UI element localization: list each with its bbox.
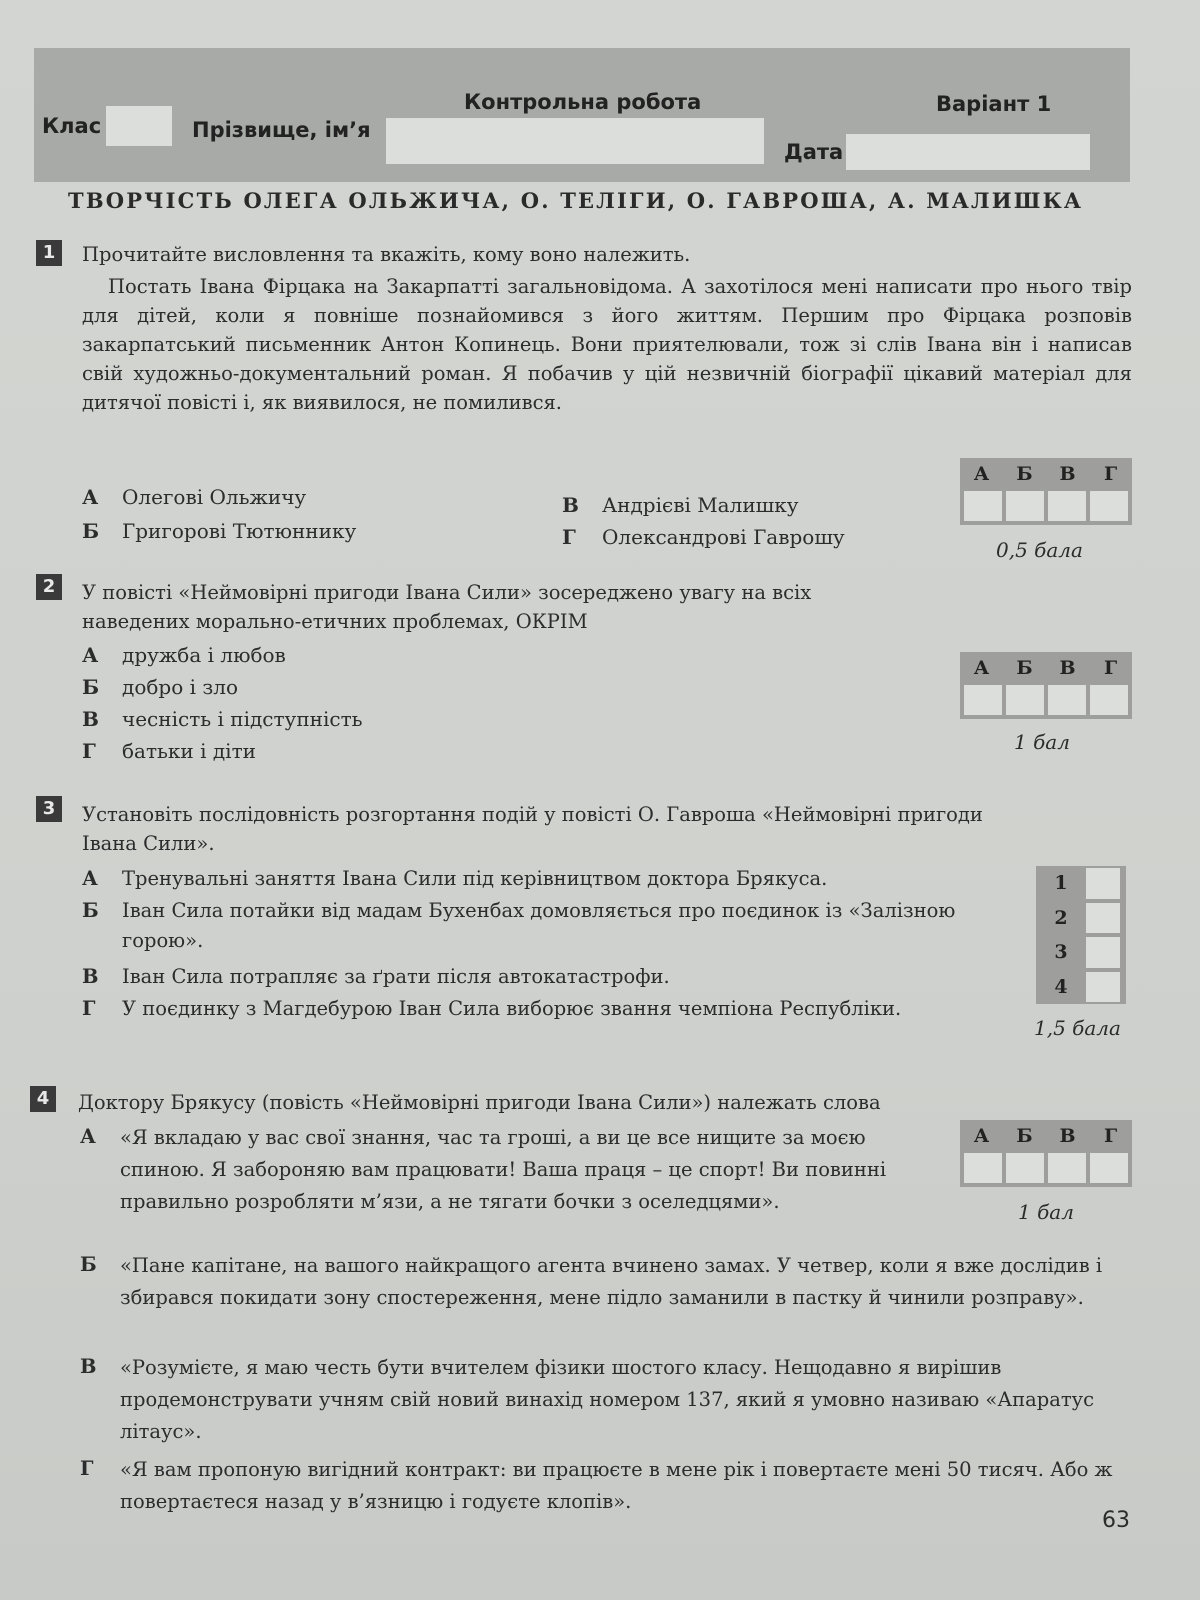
q3-option-a[interactable]: А Тренувальні заняття Івана Сили під керівництвом доктора Брякуса. bbox=[82, 867, 828, 890]
quote-text: Постать Івана Фірцака на Закарпатті загальновідома. А захотілося мені написати про нього твір для дітей, коли я повніше познайомився з його життям. Першим про Фірцака розповів закарпатський письменник Антон Копинець. Вони приятелювали, тож зі слів Івана він і написав свій художньо-документальний роман. Я побачив у цій незвичній біографії цікавий матеріал для дитячої повісті і, як виявилося, не помилився. bbox=[82, 275, 1132, 414]
answer-cell[interactable] bbox=[1048, 1153, 1086, 1183]
answer-cell[interactable] bbox=[964, 1153, 1002, 1183]
q3-score: 1,5 бала bbox=[1034, 1016, 1121, 1040]
q2-option-d[interactable]: Г батьки і діти bbox=[82, 739, 256, 763]
q4-option-a[interactable]: А «Я вкладаю у вас свої знання, час та гроші, а ви це все нищите за моєю спиною. Я забороняю вам працювати! Ваша праця – це спорт! Ви повинні правильно розробляти м’язи, а не тягати бочки з оселедцями». bbox=[80, 1125, 887, 1213]
class-label: Клас bbox=[42, 114, 102, 138]
question-3-prompt-line2: Івана Сили». bbox=[82, 832, 215, 855]
sequence-cell[interactable] bbox=[1086, 972, 1120, 1003]
q3-option-c[interactable]: В Іван Сила потрапляє за ґрати після автокатастрофи. bbox=[82, 965, 670, 988]
q4-option-d[interactable]: Г «Я вам пропоную вигідний контракт: ви працюєте в мене рік і повертаєте мені 50 тисяч. Або ж повертаєтеся назад у в’язницю і годуєте клопів». bbox=[80, 1457, 1113, 1513]
question-3-prompt-line1: Установіть послідовність розгортання подій у повісті О. Гавроша «Неймовірні пригоди bbox=[82, 803, 983, 826]
q2-answer-grid: А Б В Г bbox=[960, 652, 1132, 719]
answer-cell[interactable] bbox=[1090, 1153, 1128, 1183]
name-field[interactable] bbox=[386, 118, 764, 164]
answer-cell[interactable] bbox=[1006, 685, 1044, 715]
q1-option-c[interactable]: В Андрієві Малишку bbox=[562, 493, 799, 517]
question-number-2: 2 bbox=[36, 574, 62, 600]
sequence-cell[interactable] bbox=[1086, 937, 1120, 968]
question-2-prompt-line1: У повісті «Неймовірні пригоди Івана Сили» зосереджено увагу на всіх bbox=[82, 581, 812, 604]
page-number: 63 bbox=[1102, 1508, 1130, 1533]
q1-score: 0,5 бала bbox=[996, 538, 1083, 562]
q4-option-b[interactable]: Б «Пане капітане, на вашого найкращого агента вчинено замах. У четвер, коли я вже дослідив і збирався покидати зону спостереження, мене підло заманили в пастку й чинили розправу». bbox=[80, 1253, 1103, 1309]
name-label: Прізвище, ім’я bbox=[192, 118, 371, 142]
class-field[interactable] bbox=[106, 106, 172, 146]
question-number-1: 1 bbox=[36, 240, 62, 266]
q1-option-b[interactable]: Б Григорові Тютюннику bbox=[82, 519, 357, 543]
answer-cell[interactable] bbox=[964, 491, 1002, 521]
variant-label: Варіант 1 bbox=[936, 92, 1052, 116]
answer-cell[interactable] bbox=[1006, 491, 1044, 521]
date-label: Дата bbox=[784, 140, 844, 164]
q1-answer-grid: А Б В Г bbox=[960, 458, 1132, 525]
q1-option-d[interactable]: Г Олександрові Гаврошу bbox=[562, 525, 845, 549]
q2-option-b[interactable]: Б добро і зло bbox=[82, 675, 239, 699]
q2-score: 1 бал bbox=[1014, 730, 1070, 754]
question-1-prompt: Прочитайте висловлення та вкажіть, кому воно належить. bbox=[82, 243, 691, 266]
question-4-prompt: Доктору Брякусу (повість «Неймовірні пригоди Івана Сили») належать слова bbox=[78, 1091, 881, 1114]
answer-cell[interactable] bbox=[1048, 491, 1086, 521]
answer-cell[interactable] bbox=[1048, 685, 1086, 715]
answer-cell[interactable] bbox=[1090, 685, 1128, 715]
sequence-cell[interactable] bbox=[1086, 868, 1120, 899]
q3-sequence-grid: 1 2 3 4 bbox=[1036, 866, 1126, 1004]
question-number-3: 3 bbox=[36, 796, 62, 822]
sequence-cell[interactable] bbox=[1086, 903, 1120, 934]
answer-cell[interactable] bbox=[1006, 1153, 1044, 1183]
q1-option-a[interactable]: А Олегові Ольжичу bbox=[82, 485, 307, 509]
test-title: Контрольна робота bbox=[464, 90, 702, 114]
date-field[interactable] bbox=[846, 134, 1090, 170]
q2-option-a[interactable]: А дружба і любов bbox=[82, 643, 286, 667]
q3-option-d[interactable]: Г У поєдинку з Магдебурою Іван Сила виборює звання чемпіона Республіки. bbox=[82, 997, 902, 1020]
question-1-quote bbox=[82, 272, 1132, 417]
answer-cell[interactable] bbox=[1090, 491, 1128, 521]
q2-option-c[interactable]: В чесність і підступність bbox=[82, 707, 363, 731]
q4-answer-grid: А Б В Г bbox=[960, 1120, 1132, 1187]
q4-score: 1 бал bbox=[1018, 1200, 1074, 1224]
header-bar bbox=[34, 48, 1130, 182]
question-number-4: 4 bbox=[30, 1086, 56, 1112]
answer-cell[interactable] bbox=[964, 685, 1002, 715]
q3-option-b[interactable]: Б Іван Сила потайки від мадам Бухенбах домовляється про поєдинок із «Залізною горою». bbox=[82, 899, 956, 952]
q4-option-c[interactable]: В «Розумієте, я маю честь бути вчителем фізики шостого класу. Нещодавно я вирішив продемонструвати учням свій новий винахід номером 137, який я умовно називаю «Апаратус літаус». bbox=[80, 1355, 1095, 1443]
topic-title: ТВОРЧІСТЬ ОЛЕГА ОЛЬЖИЧА, О. ТЕЛІГИ, О. ГАВРОША, А. МАЛИШКА bbox=[68, 188, 1084, 213]
question-2-prompt-line2: наведених морально-етичних проблемах, ОКРІМ bbox=[82, 610, 588, 633]
